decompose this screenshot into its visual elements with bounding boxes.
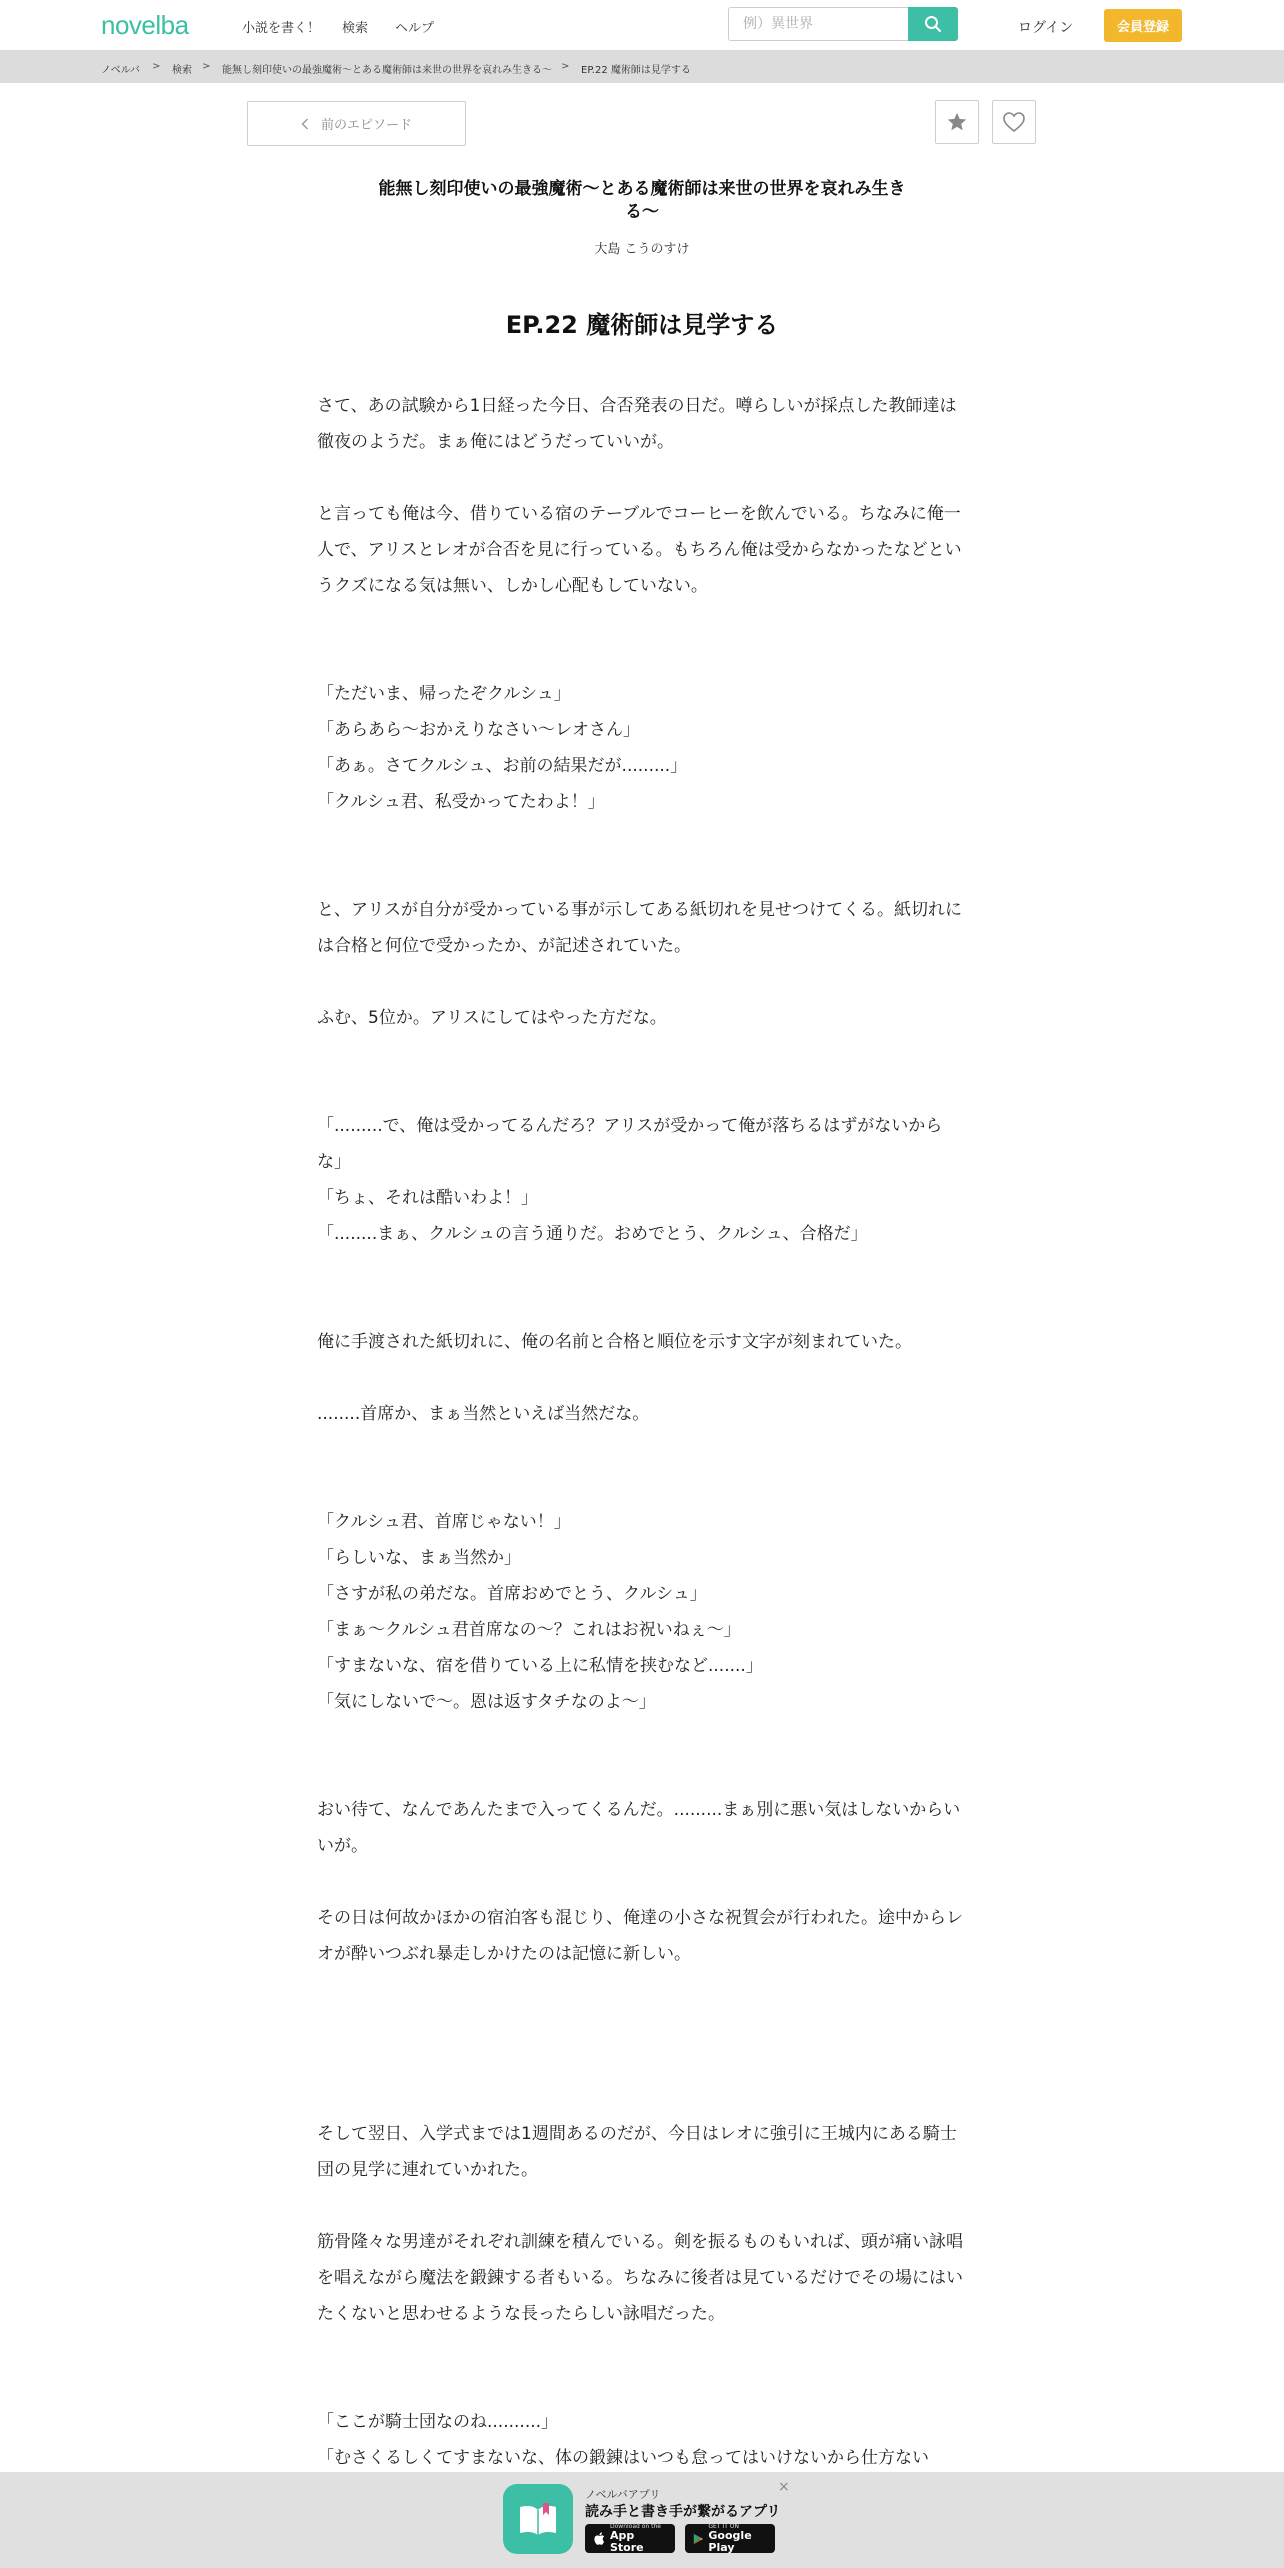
register-button[interactable]: 会員登録 bbox=[1104, 9, 1182, 42]
breadcrumb-search[interactable]: 検索 bbox=[172, 65, 192, 76]
open-book-icon bbox=[516, 2499, 560, 2539]
paragraph: ふむ、5位か。アリスにしてはやった方だな。 bbox=[317, 1008, 667, 1028]
dialogue-line: 「気にしないで〜。恩は返すタチなのよ〜」 bbox=[317, 1692, 656, 1712]
novelba-logo[interactable]: novelba bbox=[101, 10, 189, 40]
bookmark-button[interactable] bbox=[935, 100, 979, 144]
dialogue-line: 「さすが私の弟だな。首席おめでとう、クルシュ」 bbox=[317, 1584, 707, 1604]
app-tagline: 読み手と書き手が繋がるアプリ bbox=[585, 2504, 781, 2520]
app-store-small: Download on the bbox=[610, 2523, 661, 2530]
dialogue-line: 「すまないな、宿を借りている上に私情を挟むなど.......」 bbox=[317, 1656, 763, 1676]
breadcrumb-separator: > bbox=[561, 61, 570, 72]
dialogue-line: 「ただいま、帰ったぞクルシュ」 bbox=[317, 684, 571, 704]
google-play-button[interactable] bbox=[685, 2524, 775, 2553]
nav-write-novel[interactable]: 小説を書く！ bbox=[242, 21, 321, 36]
author-name[interactable]: 大島 こうのすけ bbox=[594, 242, 690, 257]
paragraph: と言っても俺は今、借りている宿のテーブルでコーヒーを飲んでいる。ちなみに俺一人で、アリスとレオが合否を見に行っている。もちろん俺は受からなかったなどというクズになる気は無い、しかし心配もしていない。 bbox=[317, 504, 962, 596]
breadcrumb-separator: > bbox=[202, 61, 211, 72]
google-play-small: GET IT ON bbox=[708, 2523, 739, 2530]
app-store-big: App Store bbox=[610, 2529, 644, 2554]
app-icon[interactable] bbox=[503, 2484, 573, 2554]
breadcrumb-episode: EP.22 魔術師は見学する bbox=[581, 65, 691, 76]
paragraph: 筋骨隆々な男達がそれぞれ訓練を積んでいる。剣を振るものもいれば、頭が痛い詠唱を唱えながら魔法を鍛錬する者もいる。ちなみに後者は見ているだけでその場にはいたくないと思わせるような長ったらしい詠唱だった。 bbox=[317, 2232, 963, 2324]
dialogue-line: 「むさくるしくてすまないな、体の鍛錬はいつも怠ってはいけないから仕方ない bbox=[317, 2448, 929, 2468]
breadcrumb-separator: > bbox=[152, 61, 161, 72]
dialogue-line: 「らしいな、まぁ当然か」 bbox=[317, 1548, 521, 1568]
app-store-button[interactable] bbox=[585, 2524, 675, 2553]
episode-title: EP.22 魔術師は見学する bbox=[505, 311, 779, 339]
apple-icon bbox=[593, 2531, 605, 2546]
favorite-button[interactable] bbox=[992, 100, 1036, 144]
paragraph: さて、あの試験から1日経った今日、合否発表の日だ。噂らしいが採点した教師達は徹夜のようだ。まぁ俺にはどうだっていいが。 bbox=[317, 396, 957, 452]
app-download-banner bbox=[0, 2472, 1284, 2568]
paragraph: おい待て、なんであんたまで入ってくるんだ。.........まぁ別に悪い気はしないからいいが。 bbox=[317, 1800, 961, 1856]
dialogue-line: 「ここが騎士団なのね..........」 bbox=[317, 2412, 559, 2432]
paragraph: その日は何故かほかの宿泊客も混じり、俺達の小さな祝賀会が行われた。途中からレオが酔いつぶれ暴走しかけたのは記憶に新しい。 bbox=[317, 1908, 963, 1964]
google-play-icon bbox=[693, 2532, 703, 2546]
search-icon bbox=[924, 15, 942, 33]
google-play-text bbox=[708, 2523, 767, 2554]
search-button[interactable] bbox=[908, 7, 958, 41]
google-play-big: Google Play bbox=[708, 2529, 752, 2554]
prev-episode-button[interactable] bbox=[247, 101, 466, 146]
dialogue-line: 「ちょ、それは酷いわよ！」 bbox=[317, 1188, 538, 1208]
paragraph: ........首席か、まぁ当然といえば当然だな。 bbox=[317, 1404, 650, 1424]
breadcrumb bbox=[0, 50, 1284, 83]
chevron-left-icon bbox=[301, 118, 309, 130]
paragraph: 俺に手渡された紙切れに、俺の名前と合格と順位を示す文字が刻まれていた。 bbox=[317, 1332, 912, 1352]
search-input[interactable] bbox=[728, 7, 908, 41]
star-icon bbox=[946, 111, 968, 133]
prev-episode-label: 前のエピソード bbox=[320, 118, 412, 133]
app-store-text bbox=[610, 2523, 667, 2554]
breadcrumb-novel[interactable]: 能無し刻印使いの最強魔術〜とある魔術師は来世の世界を哀れみ生きる〜 bbox=[222, 65, 552, 76]
episode-body bbox=[317, 388, 967, 2476]
novel-title[interactable]: 能無し刻印使いの最強魔術〜とある魔術師は来世の世界を哀れみ生きる〜 bbox=[378, 179, 906, 222]
paragraph: そして翌日、入学式までは1週間あるのだが、今日はレオに強引に王城内にある騎士団の見学に連れていかれた。 bbox=[317, 2124, 957, 2180]
dialogue-line: 「クルシュ君、首席じゃない！」 bbox=[317, 1512, 571, 1532]
dialogue-line: 「........まぁ、クルシュの言う通りだ。おめでとう、クルシュ、合格だ」 bbox=[317, 1224, 868, 1244]
nav-help[interactable]: ヘルプ bbox=[395, 21, 435, 36]
breadcrumb-home[interactable]: ノベルバ bbox=[101, 65, 140, 76]
login-link[interactable]: ログイン bbox=[1018, 20, 1074, 36]
dialogue-line: 「.........で、俺は受かってるんだろ？アリスが受かって俺が落ちるはずがないからな」 bbox=[317, 1116, 943, 1172]
close-banner-icon[interactable]: × bbox=[778, 2479, 790, 2495]
dialogue-line: 「クルシュ君、私受かってたわよ！」 bbox=[317, 792, 605, 812]
app-label: ノベルバアプリ bbox=[585, 2488, 661, 2501]
heart-icon bbox=[1002, 111, 1026, 133]
dialogue-line: 「まぁ〜クルシュ君首席なの〜？これはお祝いねぇ〜」 bbox=[317, 1620, 741, 1640]
dialogue-line: 「あらあら〜おかえりなさい〜レオさん」 bbox=[317, 720, 640, 740]
site-header bbox=[0, 0, 1284, 51]
nav-search[interactable]: 検索 bbox=[342, 21, 369, 36]
paragraph: と、アリスが自分が受かっている事が示してある紙切れを見せつけてくる。紙切れには合格と何位で受かったか、が記述されていた。 bbox=[317, 900, 962, 956]
dialogue-line: 「あぁ。さてクルシュ、お前の結果だが.........」 bbox=[317, 756, 688, 776]
